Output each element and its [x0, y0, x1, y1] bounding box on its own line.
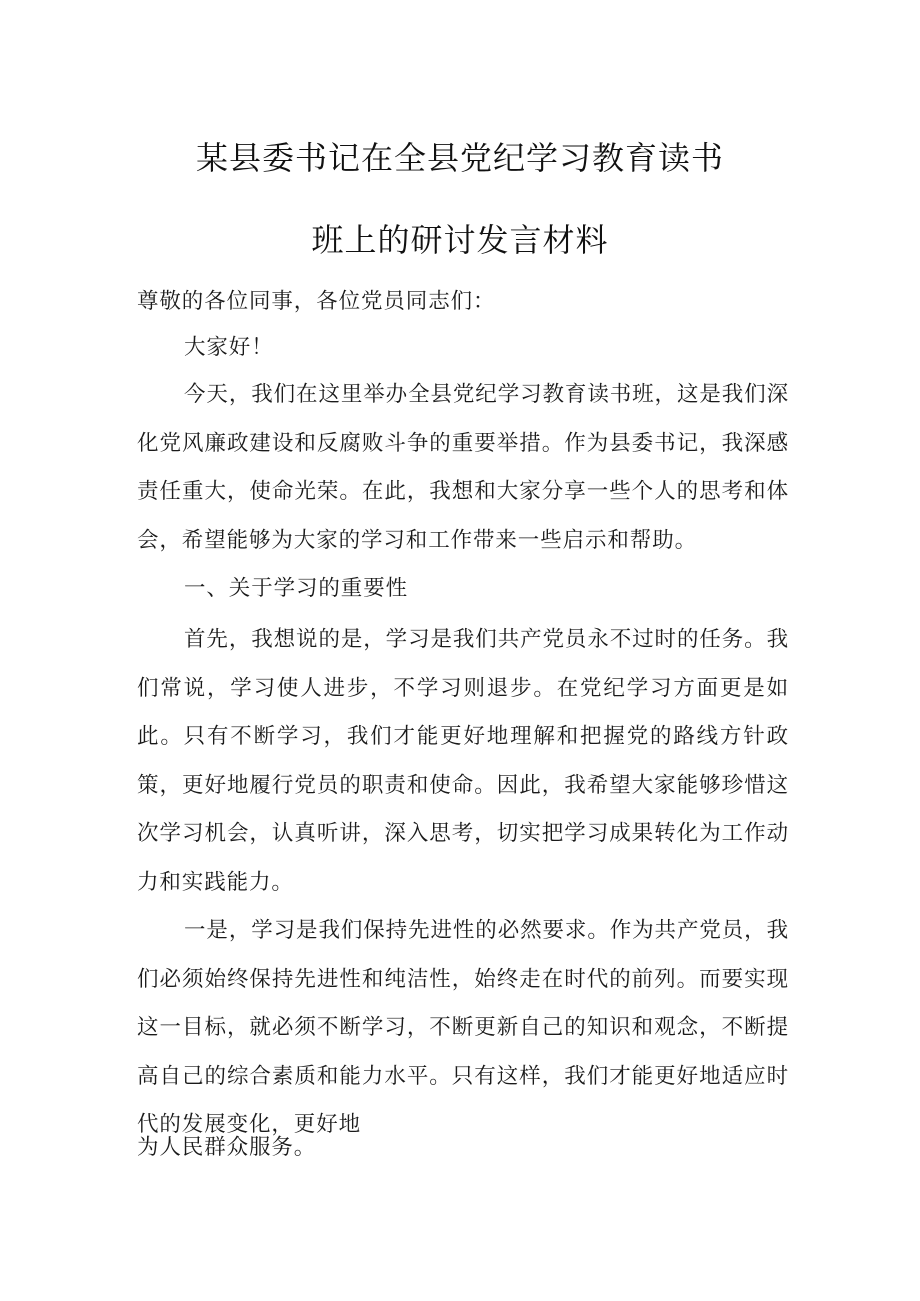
- section-paragraph-1: 首先，我想说的是，学习是我们共产党员永不过时的任务。我们常说，学习使人进步，不学习则退步。在党纪学习方面更是如此。只有不断学习，我们才能更好地理解和把握党的路线方针政策，更好地履行党员的职责和使命。因此，我希望大家能够珍惜这次学习机会，认真听讲，深入思考，切实把学习成果转化为工作动力和实践能力。: [137, 627, 789, 895]
- section-heading: 一、关于学习的重要性: [184, 576, 409, 601]
- salutation: 尊敬的各位同事，各位党员同志们：: [137, 289, 496, 314]
- intro-block: [137, 371, 789, 614]
- section-paragraph-2-tail: 为人民群众服务。: [137, 1135, 317, 1160]
- greeting-block: [137, 324, 789, 373]
- document-title-line-1: 某县委书记在全县党纪学习教育读书: [195, 139, 724, 177]
- greeting-paragraph: 大家好！: [184, 335, 274, 360]
- document-title-line-2: 班上的研讨发言材料: [311, 221, 609, 259]
- section-body-block: [137, 616, 789, 1150]
- section-paragraph-2: 一是，学习是我们保持先进性的必然要求。作为共产党员，我们必须始终保持先进性和纯洁性，始终走在时代的前列。而要实现这一目标，就必须不断学习，不断更新自己的知识和观念，不断提高自己的综合素质和能力水平。只有这样，我们才能更好地适应时代的发展变化，更好地: [137, 918, 789, 1137]
- intro-paragraph: 今天，我们在这里举办全县党纪学习教育读书班，这是我们深化党风廉政建设和反腐败斗争的重要举措。作为县委书记，我深感责任重大，使命光荣。在此，我想和大家分享一些个人的思考和体会，希望能够为大家的学习和工作带来一些启示和帮助。: [137, 382, 789, 553]
